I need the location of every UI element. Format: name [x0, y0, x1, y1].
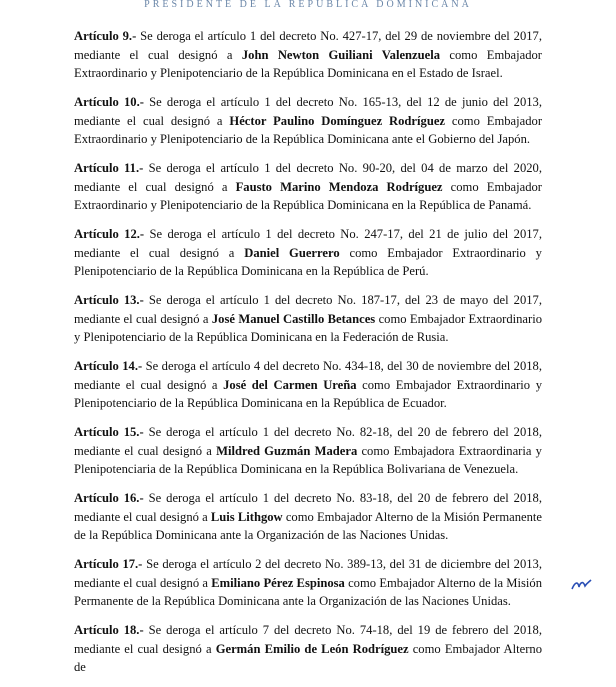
- article-text: como Embajador Alterno de la Misión Permanente de la República Dominicana ante la Organización de las Naciones Unidas.: [74, 509, 542, 542]
- article-text: como Embajador Extraordinario y Plenipotenciario de la República Dominicana en la Federación de Rusia.: [74, 311, 542, 344]
- article-text: Se deroga el artículo 1 del decreto No. 247-17, del 21 de julio del 2017, mediante el cual designó a: [74, 227, 542, 260]
- appointee-name: Luis Lithgow: [210, 509, 283, 524]
- article-15: [74, 423, 542, 479]
- article-text: Se deroga el artículo 1 del decreto No. 82-18, del 20 de febrero del 2018, mediante el cual designó a: [74, 425, 542, 458]
- article-14: [74, 357, 542, 413]
- article-10: [74, 93, 542, 149]
- article-text: como Embajador Extraordinario y Plenipotenciario de la República Dominicana en la República de Ecuador.: [74, 377, 542, 410]
- article-label: Artículo 18.-: [74, 623, 144, 637]
- article-11: [74, 159, 542, 215]
- article-label: Artículo 9.-: [74, 29, 137, 43]
- article-18: [74, 621, 542, 677]
- appointee-name: José del Carmen Ureña: [223, 377, 357, 392]
- article-9: [74, 27, 542, 83]
- appointee-name: Mildred Guzmán Madera: [216, 443, 358, 458]
- article-text: como Embajador Alterno de: [74, 641, 543, 674]
- article-text: como Embajadora Extraordinaria y Plenipotenciaria de la República Dominicana en la República Bolivariana de Venezuela.: [74, 443, 542, 476]
- appointee-name: Germán Emilio de León Rodríguez: [215, 641, 409, 656]
- article-text: Se deroga el artículo 1 del decreto No. 187-17, del 23 de mayo del 2017, mediante el cual designó a: [74, 293, 542, 326]
- article-label: Artículo 13.-: [74, 293, 144, 307]
- appointee-name: Emiliano Pérez Espinosa: [211, 575, 345, 590]
- article-text: como Embajador Alterno de la Misión Permanente de la República Dominicana ante la Organización de las Naciones Unidas.: [74, 575, 542, 608]
- article-text: Se deroga el artículo 1 del decreto No. 165-13, del 12 de junio del 2013, mediante el cual designó a: [74, 95, 543, 128]
- article-text: como Embajador Extraordinario y Plenipotenciario de la República Dominicana en el Estado de Israel.: [74, 47, 543, 80]
- page-header: [0, 0, 616, 8]
- document-body: [74, 27, 542, 687]
- article-text: como Embajador Extraordinario y Plenipotenciario de la República Dominicana en la República de Perú.: [74, 245, 542, 278]
- article-text: como Embajador Extraordinario y Plenipotenciario de la República Dominicana en la República de Panamá.: [74, 179, 542, 212]
- article-label: Artículo 11.-: [74, 161, 144, 175]
- article-label: Artículo 12.-: [74, 227, 145, 241]
- article-text: Se deroga el artículo 1 del decreto No. 427-17, del 29 de noviembre del 2017, mediante el cual designó a: [74, 29, 542, 62]
- article-label: Artículo 16.-: [74, 491, 144, 505]
- article-text: Se deroga el artículo 1 del decreto No. 90-20, del 04 de marzo del 2020, mediante el cual designó a: [74, 161, 543, 194]
- article-16: [74, 489, 542, 545]
- appointee-name: Héctor Paulino Domínguez Rodríguez: [229, 113, 446, 128]
- appointee-name: José Manuel Castillo Betances: [211, 311, 376, 326]
- article-label: Artículo 15.-: [74, 425, 144, 439]
- article-label: Artículo 17.-: [74, 557, 143, 571]
- article-text: Se deroga el artículo 1 del decreto No. 83-18, del 20 de febrero del 2018, mediante el cual designó a: [74, 491, 542, 524]
- article-text: como Embajador Extraordinario y Plenipotenciario de la República Dominicana ante el Gobierno del Japón.: [74, 113, 543, 146]
- article-label: Artículo 10.-: [74, 95, 144, 109]
- signature-mark: [570, 578, 592, 590]
- appointee-name: Daniel Guerrero: [244, 245, 340, 260]
- article-text: Se deroga el artículo 2 del decreto No. 389-13, del 31 de diciembre del 2013, mediante el cual designó a: [74, 557, 542, 590]
- article-label: Artículo 14.-: [74, 359, 143, 373]
- article-text: Se deroga el artículo 7 del decreto No. 74-18, del 19 de febrero del 2018, mediante el cual designó a: [74, 623, 542, 656]
- header-title: PRESIDENTE DE LA REPÚBLICA DOMINICANA: [144, 0, 472, 10]
- article-17: [74, 555, 542, 611]
- appointee-name: John Newton Guiliani Valenzuela: [241, 47, 441, 62]
- article-text: Se deroga el artículo 4 del decreto No. 434-18, del 30 de noviembre del 2018, mediante el cual designó a: [74, 359, 542, 392]
- article-12: [74, 225, 542, 281]
- article-13: [74, 291, 542, 347]
- appointee-name: Fausto Marino Mendoza Rodríguez: [235, 179, 443, 194]
